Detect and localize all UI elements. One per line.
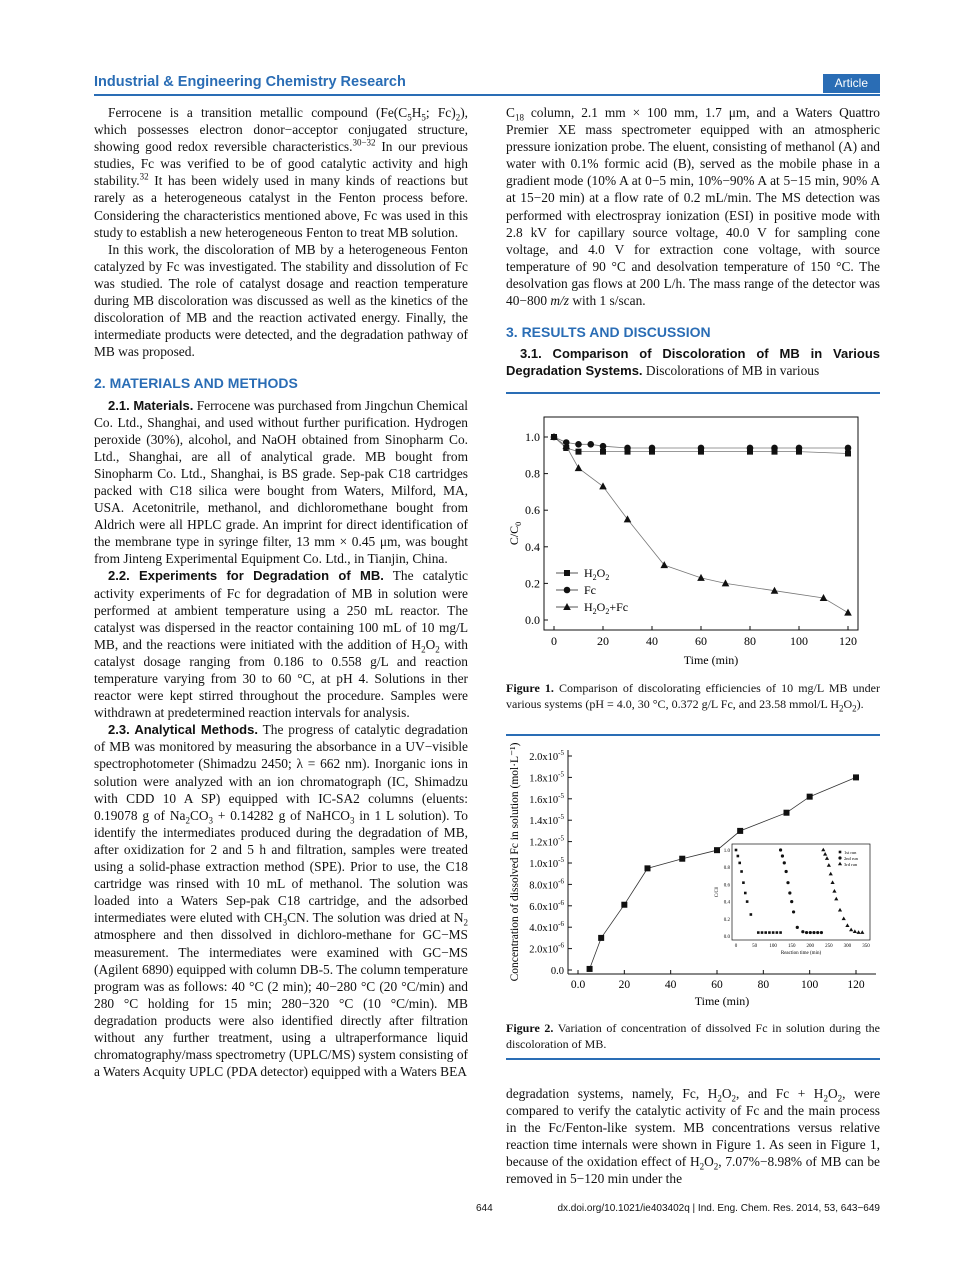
inset-x-tick-label: 250 <box>825 944 833 949</box>
inset-x-tick-label: 150 <box>787 944 796 949</box>
x-tick-label: 120 <box>839 634 857 648</box>
x-axis-label: Time (min) <box>694 994 750 1008</box>
x-tick-label: 0 <box>551 634 557 648</box>
inset-legend-marker <box>839 851 842 854</box>
right-paragraph-after-figures: degradation systems, namely, Fc, $H_2O_2$, and $Fc + H_2O_2$, were compared to verify the catalytic activity of Fc and the main process in the Fc/Fenton-like system. MB concentrations versus relative reaction time internals were shown in Figure 1. As seen in Figure 1, because of the oxidation effect of $H_2O_2$, 7.07%−8.98% of MB can be removed in 5−120 min under the <box>506 1086 881 1187</box>
data-point <box>737 828 743 834</box>
data-point <box>807 794 813 800</box>
right-column-bottom <box>506 1085 880 1188</box>
series-line <box>554 437 848 613</box>
header-rule <box>94 94 880 96</box>
x-tick-label: 0.0 <box>570 979 586 991</box>
right-paragraph-1: $C_{18}$ column, 2.1 mm × 100 mm, 1.7 μm, and a Waters Quattro Premier XE mass spectrometer equipped with an atmospheric pressure ionization probe. The eluent, consisting of methanol (A) and water with 0.1% formic acid (B), served as the mobile phase in a gradient mode (10% A at 0−5 min, 10%−90% A at 5−15 min, 90% A at 15−20 min) at a flow rate of 0.2 mL/min. The MS detection was performed with electrospray ionization (ESI) in positive mode with 2.8 kV for capillary source voltage, 40.0 V for sampling cone voltage, and 4.0 V for extraction cone voltage, with source temperature of 90 °C and desolvation temperature of 150 °C. The desolvation gas flows at 200 L/h. The mass range of the detector was 40−800 m/z with 1 s/scan. <box>506 105 880 309</box>
y-tick-label: 1.0 <box>525 430 540 444</box>
y-tick-label: $1.2x10^{-5}$ <box>529 834 564 849</box>
section-2-2: 2.2. Experiments for Degradation of MB. The catalytic activity experiments of Fc for degradation of MB in solution were performed at ambient temperature using a 250 mL reactor. The catalyst was dispersed in the reactor containing 100 mL of 10 mg/L MB, and the reactions were initiated with the addition of $H_2O_2$ with catalyst dosage ranging from 0.186 to 0.558 g/L and reaction temperature varying from 30 to 60 °C, at pH 4. Solutions in ther reactor were kept stirred throughout the procedure. Samples were withdrawn at predetermined reaction intervals for analysis. <box>94 568 469 721</box>
data-point <box>698 445 705 452</box>
inset-y-tick-label: 0.6 <box>723 883 730 889</box>
series-square <box>551 434 851 582</box>
inset-data-point <box>764 931 767 934</box>
inset-x-tick-label: 350 <box>862 944 870 949</box>
data-point <box>747 445 754 452</box>
x-tick-label: 100 <box>801 979 819 991</box>
data-point <box>587 966 593 972</box>
x-tick-label: 60 <box>711 979 723 991</box>
x-tick-label: 80 <box>757 979 770 991</box>
inset-data-point <box>816 931 819 934</box>
figure-2-chart <box>506 742 880 1010</box>
data-point <box>771 445 778 452</box>
y-tick-label: $1.0x10^{-5}$ <box>529 856 564 870</box>
y-tick-label: 0.2 <box>525 576 540 591</box>
x-tick-label: 120 <box>847 979 865 991</box>
inset-x-tick-label: 50 <box>752 944 758 949</box>
right-column-top <box>506 104 880 379</box>
inset-data-point <box>738 862 741 865</box>
x-tick-label: 60 <box>695 634 707 648</box>
inset-data-point <box>805 931 808 934</box>
inset-data-point <box>779 931 782 934</box>
inset-data-point <box>761 931 764 934</box>
inset-x-tick-label: 200 <box>806 944 815 949</box>
figure-2-caption: Figure 2. Variation of concentration of dissolved Fc in solution during the discoloration of MB. <box>506 1021 880 1051</box>
data-point <box>845 445 852 452</box>
y-tick-label: $1.4x10^{-5}$ <box>529 813 564 828</box>
legend-marker <box>564 570 570 576</box>
data-point <box>598 935 604 941</box>
inset-y-tick-label: 0.8 <box>723 866 730 872</box>
inset-x-tick-label: 300 <box>843 944 852 949</box>
legend-label: Fc <box>584 583 596 597</box>
inset-legend-label: 1st run <box>844 850 857 855</box>
inset-x-axis-label: Reaction time (min) <box>780 951 822 956</box>
y-tick-label: 0.8 <box>525 466 540 481</box>
inset-data-point <box>781 854 784 857</box>
running-header <box>94 74 880 94</box>
inset-data-point <box>737 855 740 858</box>
left-column <box>94 104 468 1080</box>
data-point <box>600 443 607 450</box>
intro-paragraph-2: In this work, the discoloration of MB by a heterogeneous Fenton catalyzed by Fc was investigated. The stability and dissolution of Fc was studied. The role of catalyst dosage and reaction temperature during MB discoloration was discussed as well as the kinetics of the discoloration of MB and the reaction activated energy. Finally, the intermediate products were detected, and the degradation pathway of MB was proposed. <box>94 241 468 360</box>
data-point <box>575 441 582 448</box>
y-tick-label: $2.0x10^{-6}$ <box>529 941 564 956</box>
journal-title: Industrial & Engineering Chemistry Research <box>94 74 406 90</box>
data-point <box>599 482 607 489</box>
section-2-1: 2.1. Materials. Ferrocene was purchased from Jingchun Chemical Co. Ltd., Shanghai, and used without further purification. Hydrogen peroxide (30%), alcohol, and NaOH obtained from Sinopharm Co. Ltd., Shanghai, are all of analytical grade. MB bought from Sinopharm Co. Ltd., Shanghai, is BS grade. Sep-pak C18 cartridges packed with C18 silica were bought from Waters, Milford, MA, USA. Acetonitrile, methanol, and dichloromethane bought from Aldrich were all HPLC grade. An imprint for direct identification of the membrane type in syringe filter, 13 mm × 0.45 μm, was bought from Jinteng Experimental Equipment Co. Ltd., in Tianjin, China. <box>94 397 468 567</box>
y-tick-label: 0.4 <box>525 539 540 554</box>
data-point <box>621 902 627 908</box>
y-axis-label: $C/C_0$ <box>507 521 523 546</box>
page-number: 644 <box>476 1203 493 1214</box>
inset-data-point <box>785 870 788 873</box>
legend-label: $H_2O_2+Fc$ <box>584 600 629 616</box>
data-point <box>624 515 632 522</box>
data-point <box>845 450 851 456</box>
doi-citation: dx.doi.org/10.1021/ie403402q | Ind. Eng. Chem. Res. 2014, 53, 643−649 <box>557 1203 880 1214</box>
data-point <box>796 445 803 452</box>
x-tick-label: 100 <box>790 634 808 648</box>
y-tick-label: $4.0x10^{-6}$ <box>529 920 564 935</box>
y-tick-label: 0.0 <box>550 966 564 977</box>
data-point <box>844 609 852 616</box>
inset-data-point <box>796 926 799 929</box>
data-point <box>679 856 685 862</box>
data-point <box>784 810 790 816</box>
legend-label: $H_2O_2$ <box>584 566 610 582</box>
inset-data-point <box>801 930 804 933</box>
x-axis-label: Time (min) <box>683 653 739 667</box>
y-tick-label: $1.8x10^{-5}$ <box>529 770 564 785</box>
inset-data-point <box>788 891 791 894</box>
inset-legend-label: 3rd run <box>844 862 858 867</box>
figure-2-bottom-rule <box>506 1058 880 1060</box>
figure-1-bottom-rule <box>506 734 880 736</box>
intro-paragraph-1: Ferrocene is a transition metallic compound ($Fe(C_5H_5$; $Fc)_2$), which possesses electron donor−acceptor conjugated structure, showing good redox reversible characteristics.$^{30-32}$ In our previous studies, Fc was verified to be of good catalytic activity and high stability.$^{32}$ It has been widely used in many kinds of reactions but rarely as a heterogeneous catalyst in the Fenton process before. Considering the characteristics mentioned above, Fc was used in this study to establish a new heterogeneous Fenton to treat MB solution. <box>94 105 468 240</box>
data-point <box>697 574 705 581</box>
inset-y-tick-label: 0.0 <box>723 935 730 940</box>
inset-data-point <box>772 931 775 934</box>
inset-y-tick-label: 1.0 <box>723 849 730 854</box>
x-tick-label: 20 <box>618 979 631 991</box>
inset-chart <box>715 844 870 956</box>
inset-legend-marker <box>838 856 841 859</box>
figure-1-top-rule <box>506 392 880 394</box>
x-tick-label: 80 <box>744 634 756 648</box>
article-type-badge: Article <box>823 74 880 93</box>
section-2-title: 2. MATERIALS AND METHODS <box>94 375 298 392</box>
y-tick-label: 0.0 <box>525 613 540 627</box>
inset-data-point <box>790 900 793 903</box>
inset-y-tick-label: 0.4 <box>723 900 730 906</box>
figure-1-caption: Figure 1. Comparison of discolorating efficiencies of 10 mg/L MB under various systems (pH = 4.0, 30 °C, 0.372 g/L Fc, and 23.58 mmol/L $H_2O_2$). <box>506 681 880 713</box>
inset-legend-label: 2nd run <box>844 856 858 861</box>
inset-x-tick-label: 0 <box>734 944 738 949</box>
x-tick-label: 40 <box>664 979 677 991</box>
section-3-1: 3.1. Comparison of Discoloration of MB in Various Degradation Systems. Discolorations of MB in various <box>506 346 880 379</box>
y-tick-label: $1.6x10^{-5}$ <box>529 791 564 806</box>
data-point <box>645 865 651 871</box>
inset-data-point <box>750 913 753 916</box>
data-point <box>587 441 594 448</box>
section-3-title: 3. RESULTS AND DISCUSSION <box>506 324 711 341</box>
inset-y-tick-label: 0.2 <box>723 917 730 923</box>
inset-data-point <box>757 931 760 934</box>
data-point <box>600 449 606 455</box>
inset-y-axis-label: C/C0 <box>715 886 720 898</box>
inset-x-tick-label: 100 <box>769 944 777 949</box>
y-tick-label: 0.6 <box>525 503 540 518</box>
inset-data-point <box>809 931 812 934</box>
data-point <box>649 445 656 452</box>
y-tick-label: $6.0x10^{-6}$ <box>529 898 564 913</box>
inset-data-point <box>776 931 779 934</box>
legend-marker <box>564 587 571 594</box>
data-point <box>575 464 583 471</box>
inset-data-point <box>786 881 789 884</box>
inset-data-point <box>740 870 743 873</box>
data-point <box>853 774 859 780</box>
inset-data-point <box>820 931 823 934</box>
inset-data-point <box>735 849 738 852</box>
data-point <box>714 847 720 853</box>
inset-data-point <box>812 931 815 934</box>
figure-1-chart <box>506 405 880 670</box>
inset-data-point <box>744 892 747 895</box>
inset-data-point <box>779 848 782 851</box>
inset-data-point <box>768 931 771 934</box>
y-tick-label: $2.0x10^{-5}$ <box>529 749 564 763</box>
inset-data-point <box>746 900 749 903</box>
inset-data-point <box>742 881 745 884</box>
section-2-3: 2.3. Analytical Methods. The progress of catalytic degradation of MB was monitored by measuring the absorbance in a UV−visible spectrophotometer (Shimadzu 2450; λ = 662 nm). Inorganic ions in solution were analyzed with an ion chromatograph (IC, Shimadzu with CDD 10 A SP) equipped with IC-SA2 columns (eluents: 0.19078 g of $Na_2CO_3 + 0.14282$ g of NaHCO$_3$ in 1 L solution). To identify the intermediates produced during the degradation of MB, after oxidization for 2 and 5 h and filtration, samples were treated using a solid-phase extraction method (SPE). Prior to use, the C18 cartridge was rinsed with 10 mL of methanol. The solution was loaded into a Waters Sep-pak C18 cartridge, and the adsorbed intermediates were eluted with $CH_3CN$. The solution was dried at $N_2$ atmosphere and then dissolved in dichloro-methane for GC−MS measurement. The intermediates were examined with GC−MS (Agilent 6890) equipped with column DB-5. The column temperature program was as follows: 40 °C (2 min); 40−280 °C (20 °C/min) and 280 °C holding for 15 min; 280−320 °C (10 °C/min). MB degradation products were also identified directly after filtration without any further treatment, using a ultraperformance liquid chromatography/mass spectrometry (UPLC/MS) system consisting of a Waters Acquity UPLC (PDA detector) equipped with a Waters BEA <box>94 722 468 1080</box>
inset-data-point <box>792 910 795 913</box>
x-tick-label: 20 <box>597 634 609 648</box>
data-point <box>576 449 582 455</box>
y-axis-label: Concentration of dissolved Fc in solution (mol·L⁻¹) <box>509 742 521 982</box>
inset-data-point <box>783 861 786 864</box>
data-point <box>624 445 631 452</box>
x-tick-label: 40 <box>646 634 658 648</box>
y-tick-label: $8.0x10^{-6}$ <box>529 877 564 892</box>
